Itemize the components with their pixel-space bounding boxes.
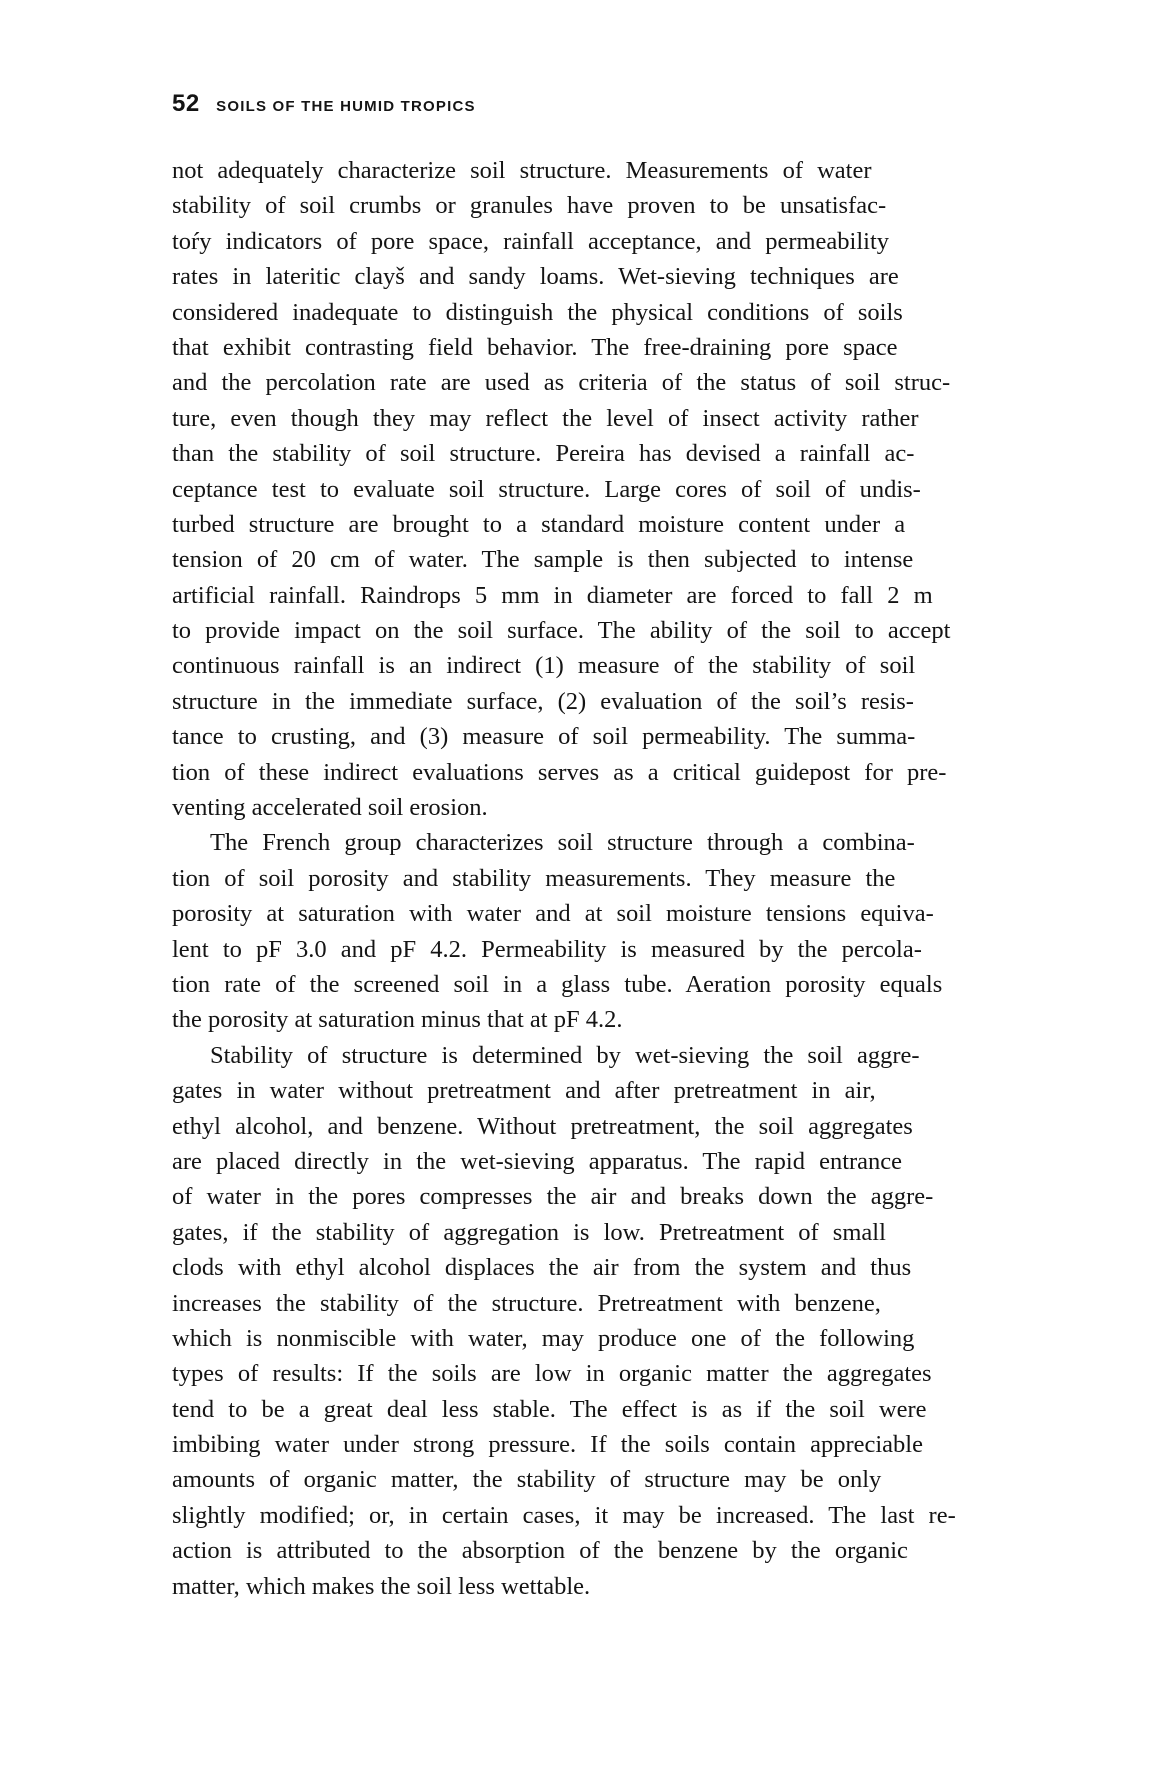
paragraph bbox=[172, 1038, 1044, 1604]
text-line: tension of 20 cm of water. The sample is then subjected to intense bbox=[172, 546, 914, 574]
text-line: action is attributed to the absorption of the benzene by the organic bbox=[172, 1537, 908, 1565]
text-line: tion of these indirect evaluations serves as a critical guidepost for pre- bbox=[172, 758, 947, 786]
text-line: slightly modified; or, in certain cases, it may be increased. The last re- bbox=[172, 1501, 956, 1529]
text-line: not adequately characterize soil structure. Measurements of water bbox=[172, 157, 872, 184]
running-title: SOILS OF THE HUMID TROPICS bbox=[216, 98, 476, 115]
text-line: toŕy indicators of pore space, rainfall acceptance, and permeability bbox=[172, 227, 890, 255]
text-line: gates, if the stability of aggregation is low. Pretreatment of small bbox=[172, 1218, 886, 1246]
text-line: ture, even though they may reflect the level of insect activity rather bbox=[172, 404, 919, 432]
text-line: tend to be a great deal less stable. The effect is as if the soil were bbox=[172, 1395, 927, 1423]
text-line: considered inadequate to distinguish the physical conditions of soils bbox=[172, 298, 903, 326]
text-line: of water in the pores compresses the air and breaks down the aggre- bbox=[172, 1183, 934, 1211]
text-line: lent to pF 3.0 and pF 4.2. Permeability is measured by the percola- bbox=[172, 935, 922, 963]
text-line: the porosity at saturation minus that at pF 4.2. bbox=[172, 1006, 623, 1034]
text-line: ceptance test to evaluate soil structure. Large cores of soil of undis- bbox=[172, 475, 921, 503]
paragraph bbox=[172, 825, 1044, 1037]
text-line: continuous rainfall is an indirect (1) measure of the stability of soil bbox=[172, 652, 916, 680]
text-line: and the percolation rate are used as criteria of the status of soil struc- bbox=[172, 369, 951, 397]
text-line: The French group characterizes soil structure through a combina- bbox=[210, 829, 915, 857]
text-line: Stability of structure is determined by wet-sieving the soil aggre- bbox=[210, 1041, 920, 1069]
text-line: amounts of organic matter, the stability of structure may be only bbox=[172, 1466, 882, 1494]
text-line: tance to crusting, and (3) measure of soil permeability. The summa- bbox=[172, 723, 916, 751]
text-line: porosity at saturation with water and at soil moisture tensions equiva- bbox=[172, 900, 934, 928]
text-line: are placed directly in the wet-sieving apparatus. The rapid entrance bbox=[172, 1147, 903, 1175]
text-line: that exhibit contrasting field behavior. The free-draining pore space bbox=[172, 333, 898, 361]
text-line: clods with ethyl alcohol displaces the air from the system and thus bbox=[172, 1254, 912, 1282]
text-line: gates in water without pretreatment and after pretreatment in air, bbox=[172, 1077, 876, 1105]
text-line: types of results: If the soils are low in organic matter the aggregates bbox=[172, 1360, 932, 1388]
text-line: stability of soil crumbs or granules have proven to be unsatisfac- bbox=[172, 192, 887, 220]
text-line: artificial rainfall. Raindrops 5 mm in diameter are forced to fall 2 m bbox=[172, 581, 933, 609]
page-number: 52 bbox=[172, 90, 200, 117]
running-head bbox=[172, 90, 1052, 130]
text-line: to provide impact on the soil surface. The ability of the soil to accept bbox=[172, 617, 951, 645]
text-line: ethyl alcohol, and benzene. Without pretreatment, the soil aggregates bbox=[172, 1112, 913, 1140]
text-line: than the stability of soil structure. Pereira has devised a rainfall ac- bbox=[172, 440, 915, 468]
text-line: structure in the immediate surface, (2) evaluation of the soil’s resis- bbox=[172, 687, 914, 715]
text-line: tion of soil porosity and stability measurements. They measure the bbox=[172, 864, 896, 892]
text-line: imbibing water under strong pressure. If the soils contain appreciable bbox=[172, 1431, 923, 1459]
body-text bbox=[172, 153, 1044, 1604]
paragraph bbox=[172, 153, 1044, 825]
text-line: turbed structure are brought to a standard moisture content under a bbox=[172, 510, 906, 538]
text-line: which is nonmiscible with water, may produce one of the following bbox=[172, 1324, 915, 1352]
text-line: venting accelerated soil erosion. bbox=[172, 794, 488, 822]
text-line: increases the stability of the structure. Pretreatment with benzene, bbox=[172, 1289, 881, 1317]
text-line: rates in lateritic clayš and sandy loams. Wet-sieving techniques are bbox=[172, 263, 899, 291]
text-line: tion rate of the screened soil in a glass tube. Aeration porosity equals bbox=[172, 970, 943, 998]
text-line: matter, which makes the soil less wettable. bbox=[172, 1572, 591, 1600]
